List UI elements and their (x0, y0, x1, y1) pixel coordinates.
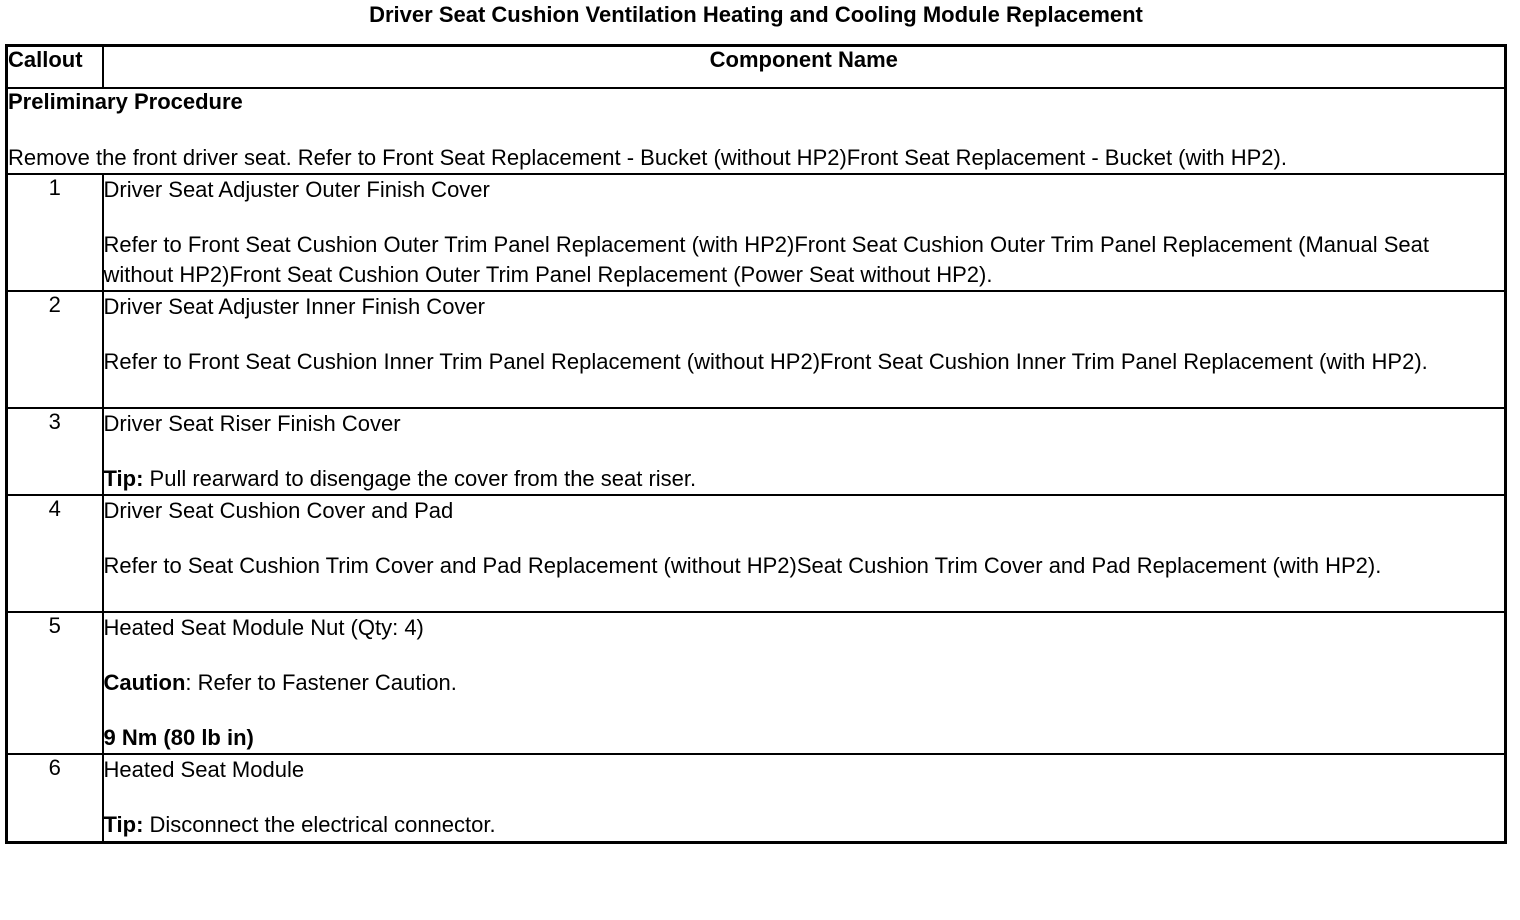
callout-number: 3 (7, 408, 103, 495)
component-note (104, 668, 1505, 698)
component-name: Heated Seat Module Nut (Qty: 4) (103, 615, 424, 640)
table-row (7, 174, 1506, 291)
component-name: Driver Seat Cushion Cover and Pad (103, 498, 454, 523)
tip-text: Disconnect the electrical connector. (143, 812, 496, 837)
table-row (7, 754, 1506, 843)
component-note: Refer to Seat Cushion Trim Cover and Pad Replacement (without HP2)Seat Cushion Trim Cover and Pad Replacement (with HP2). (103, 553, 1382, 578)
component-cell (103, 495, 1506, 612)
component-note: Refer to Front Seat Cushion Outer Trim Panel Replacement (with HP2)Front Seat Cushion Outer Trim Panel Replacement (Manual Seat without HP2)Front Seat Cushion Outer Trim Panel Replacement (Power Seat without HP2). (103, 232, 1429, 287)
torque-spec: 9 Nm (80 lb in) (103, 725, 254, 750)
component-cell (103, 174, 1506, 291)
component-note (104, 810, 1505, 840)
caution-label: Caution (103, 670, 186, 695)
caution-text: : Refer to Fastener Caution. (185, 670, 457, 695)
component-name: Driver Seat Adjuster Outer Finish Cover (103, 177, 490, 202)
component-cell (103, 754, 1506, 843)
tip-label: Tip: (103, 812, 144, 837)
procedure-table (5, 44, 1507, 844)
callout-number: 5 (7, 612, 103, 754)
document-title: Driver Seat Cushion Ventilation Heating and Cooling Module Replacement (369, 2, 1143, 27)
table-row (7, 408, 1506, 495)
callout-number: 1 (7, 174, 103, 291)
component-name: Driver Seat Riser Finish Cover (103, 411, 401, 436)
callout-number: 4 (7, 495, 103, 612)
preliminary-cell (7, 88, 1506, 174)
preliminary-heading: Preliminary Procedure (8, 89, 243, 114)
component-name-header: Component Name (103, 46, 1506, 89)
component-cell (103, 291, 1506, 408)
callout-number: 2 (7, 291, 103, 408)
table-header-row (7, 46, 1506, 89)
component-note: Refer to Front Seat Cushion Inner Trim Panel Replacement (without HP2)Front Seat Cushion Inner Trim Panel Replacement (with HP2). (103, 349, 1428, 374)
callout-number: 6 (7, 754, 103, 843)
tip-label: Tip: (103, 466, 144, 491)
callout-header: Callout (7, 46, 103, 89)
component-name: Heated Seat Module (103, 757, 305, 782)
table-row (7, 495, 1506, 612)
table-row (7, 291, 1506, 408)
tip-text: Pull rearward to disengage the cover from the seat riser. (143, 466, 697, 491)
component-cell (103, 408, 1506, 495)
component-cell (103, 612, 1506, 754)
component-note (104, 464, 1505, 494)
preliminary-row (7, 88, 1506, 174)
table-row (7, 612, 1506, 754)
component-name: Driver Seat Adjuster Inner Finish Cover (103, 294, 485, 319)
preliminary-text: Remove the front driver seat. Refer to Front Seat Replacement - Bucket (without HP2)Front Seat Replacement - Bucket (with HP2). (8, 145, 1287, 170)
